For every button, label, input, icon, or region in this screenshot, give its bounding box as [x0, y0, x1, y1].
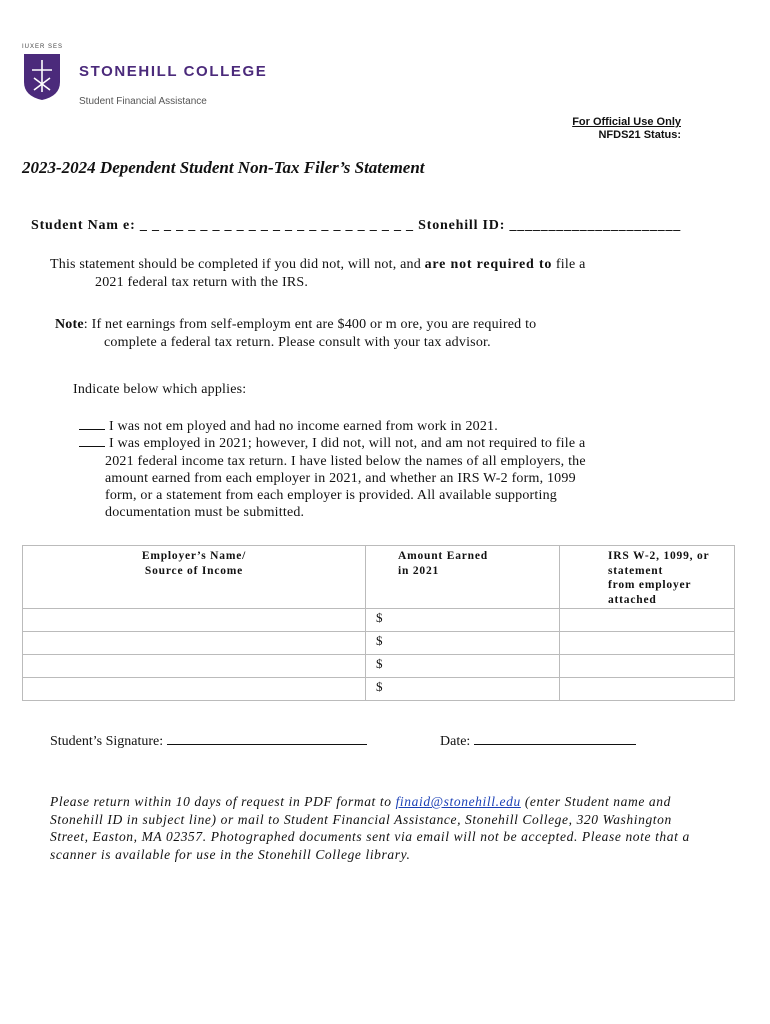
employer-table — [22, 545, 735, 701]
official-use-box — [572, 116, 681, 141]
student-name-field[interactable]: _ _ _ _ _ _ _ _ _ _ _ _ _ _ _ _ _ _ _ _ _ _ _ — [139, 218, 419, 233]
attached-cell[interactable] — [560, 632, 735, 655]
date-field[interactable] — [474, 732, 636, 745]
page-title: 2023-2024 Dependent Student Non-Tax Filer’s Statement — [22, 158, 425, 177]
table-row — [23, 655, 735, 678]
table-row — [23, 609, 735, 632]
options-list — [79, 418, 699, 522]
emphasis-text: are not required to — [424, 257, 553, 272]
attached-cell[interactable] — [560, 655, 735, 678]
stonehill-id-field[interactable]: ______________________ — [509, 218, 682, 233]
amount-cell[interactable]: $ — [366, 678, 560, 701]
college-name: STONEHILL COLLEGE — [79, 63, 268, 80]
department-name: Student Financial Assistance — [79, 96, 207, 107]
col-employer-header: Employer’s Name/ Source of Income — [23, 546, 366, 609]
employer-cell[interactable] — [23, 655, 366, 678]
return-instructions: Please return within 10 days of request in PDF format to finaid@stonehill.edu (enter Student name and Stonehill ID in subject line) or mail to Student Financial Assistance, Stonehill College, 320 Washington Street, Easton, MA 02357. Photographed documents sent via email will not be accepted. Please note that a scanner is available for use in the Stonehill College library. — [50, 794, 690, 862]
amount-cell[interactable]: $ — [366, 655, 560, 678]
college-seal-icon — [22, 52, 62, 102]
finaid-email-link[interactable]: finaid@stonehill.edu — [395, 794, 521, 809]
stonehill-id-label: Stonehill ID: — [418, 218, 510, 233]
option-not-employed: I was not em ployed and had no income earned from work in 2021. — [79, 418, 699, 435]
student-name-label: Student Nam e: — [31, 218, 140, 233]
date-line — [440, 732, 636, 750]
option-not-employed-checkbox[interactable] — [79, 420, 105, 430]
amount-cell[interactable]: $ — [366, 632, 560, 655]
amount-cell[interactable]: $ — [366, 609, 560, 632]
indicate-heading: Indicate below which applies: — [73, 382, 247, 397]
signature-line — [50, 732, 367, 750]
col-amount-header: Amount Earned in 2021 — [366, 546, 560, 609]
col-attached-header: IRS W-2, 1099, or statement from employer attached — [560, 546, 735, 609]
student-info-line — [31, 218, 681, 234]
official-use-label: For Official Use Only — [572, 116, 681, 128]
employer-cell[interactable] — [23, 609, 366, 632]
instruction-paragraph: This statement should be completed if you did not, will not, and are not required to file a 2021 federal tax return with the IRS. — [50, 257, 586, 290]
logo-tagline: IUXER SES — [22, 44, 64, 50]
date-label: Date: — [440, 734, 474, 749]
employer-cell[interactable] — [23, 678, 366, 701]
attached-cell[interactable] — [560, 678, 735, 701]
signature-field[interactable] — [167, 732, 367, 745]
option-employed-checkbox[interactable] — [79, 437, 105, 447]
signature-label: Student’s Signature: — [50, 734, 167, 749]
note-label: Note — [55, 317, 84, 332]
table-row — [23, 678, 735, 701]
nfds-status-label: NFDS21 Status: — [598, 129, 681, 141]
note-paragraph: Note: If net earnings from self-employm ent are $400 or m ore, you are required to complete a federal tax return. Please consult with your tax advisor. — [55, 317, 537, 350]
table-row — [23, 632, 735, 655]
table-header-row — [23, 546, 735, 609]
option-employed: I was employed in 2021; however, I did not, will not, and am not required to file a 2021 federal income tax return. I have listed below the names of all employers, the amount earned from each employer in 2021, and whether an IRS W-2 form, 1099 form, or a statement from each employer is provided. All available supporting documentation must be submitted. — [79, 435, 699, 521]
employer-cell[interactable] — [23, 632, 366, 655]
attached-cell[interactable] — [560, 609, 735, 632]
